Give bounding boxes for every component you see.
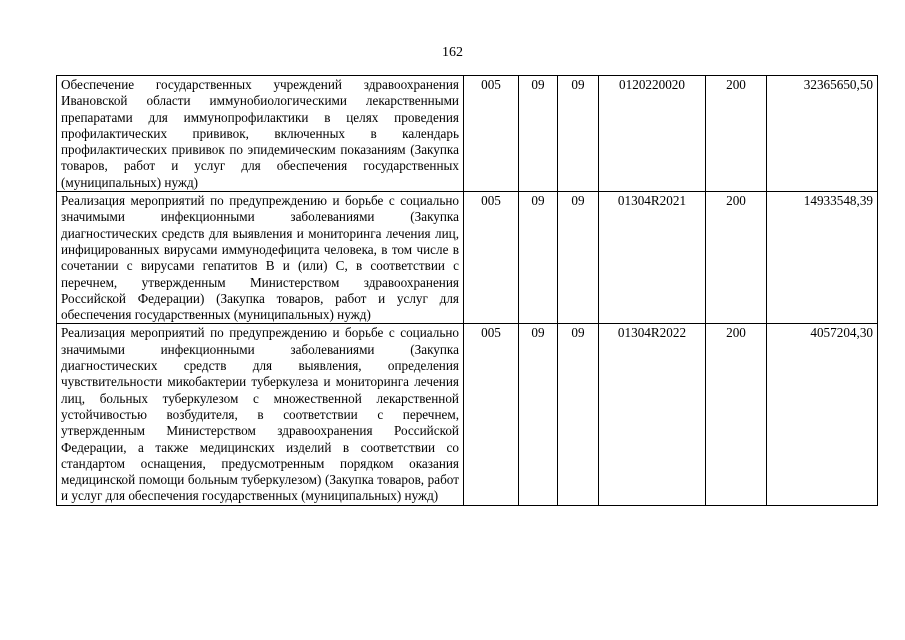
section-code: 09 <box>519 192 558 324</box>
amount: 14933548,39 <box>767 192 878 324</box>
target-article-code: 01304R2022 <box>599 324 706 505</box>
target-article-code: 01304R2021 <box>599 192 706 324</box>
budget-table <box>56 75 878 506</box>
expense-type-code: 200 <box>706 192 767 324</box>
amount: 32365650,50 <box>767 76 878 192</box>
subsection-code: 09 <box>558 192 599 324</box>
page-number: 162 <box>442 45 463 60</box>
ministry-code: 005 <box>464 192 519 324</box>
table-row <box>57 76 878 192</box>
expense-description: Реализация мероприятий по предупреждению и борьбе с социально значимыми инфекционными заболеваниями (Закупка диагностических средств для выявления и мониторинга лечения лиц, инфицированных вирусами иммунодефицита человека, в том числе в сочетании с вирусами гепатитов B и (или) C, в соответствии с перечнем, утвержденным Министерством здравоохранения Российской Федерации) (Закупка товаров, работ и услуг для обеспечения государственных (муниципальных) нужд) <box>57 192 464 324</box>
expense-type-code: 200 <box>706 76 767 192</box>
expense-type-code: 200 <box>706 324 767 505</box>
amount: 4057204,30 <box>767 324 878 505</box>
table-row <box>57 324 878 505</box>
expense-description: Обеспечение государственных учреждений здравоохранения Ивановской области иммунобиологическими лекарственными препаратами для иммунопрофилактики в целях проведения профилактических прививок, включенных в календарь профилактических прививок по эпидемическим показаниям (Закупка товаров, работ и услуг для обеспечения государственных (муниципальных) нужд) <box>57 76 464 192</box>
section-code: 09 <box>519 76 558 192</box>
table-row <box>57 192 878 324</box>
section-code: 09 <box>519 324 558 505</box>
ministry-code: 005 <box>464 324 519 505</box>
subsection-code: 09 <box>558 324 599 505</box>
ministry-code: 005 <box>464 76 519 192</box>
subsection-code: 09 <box>558 76 599 192</box>
expense-description: Реализация мероприятий по предупреждению и борьбе с социально значимыми инфекционными заболеваниями (Закупка диагностических средств для выявления, определения чувствительности микобактерии туберкулеза и мониторинга лечения лиц, больных туберкулезом с множественной лекарственной устойчивостью возбудителя, в соответствии с перечнем, утвержденным Министерством здравоохранения Российской Федерации, а также медицинских изделий в соответствии со стандартом оснащения, предусмотренным порядком оказания медицинской помощи больным туберкулезом) (Закупка товаров, работ и услуг для обеспечения государственных (муниципальных) нужд) <box>57 324 464 505</box>
target-article-code: 0120220020 <box>599 76 706 192</box>
